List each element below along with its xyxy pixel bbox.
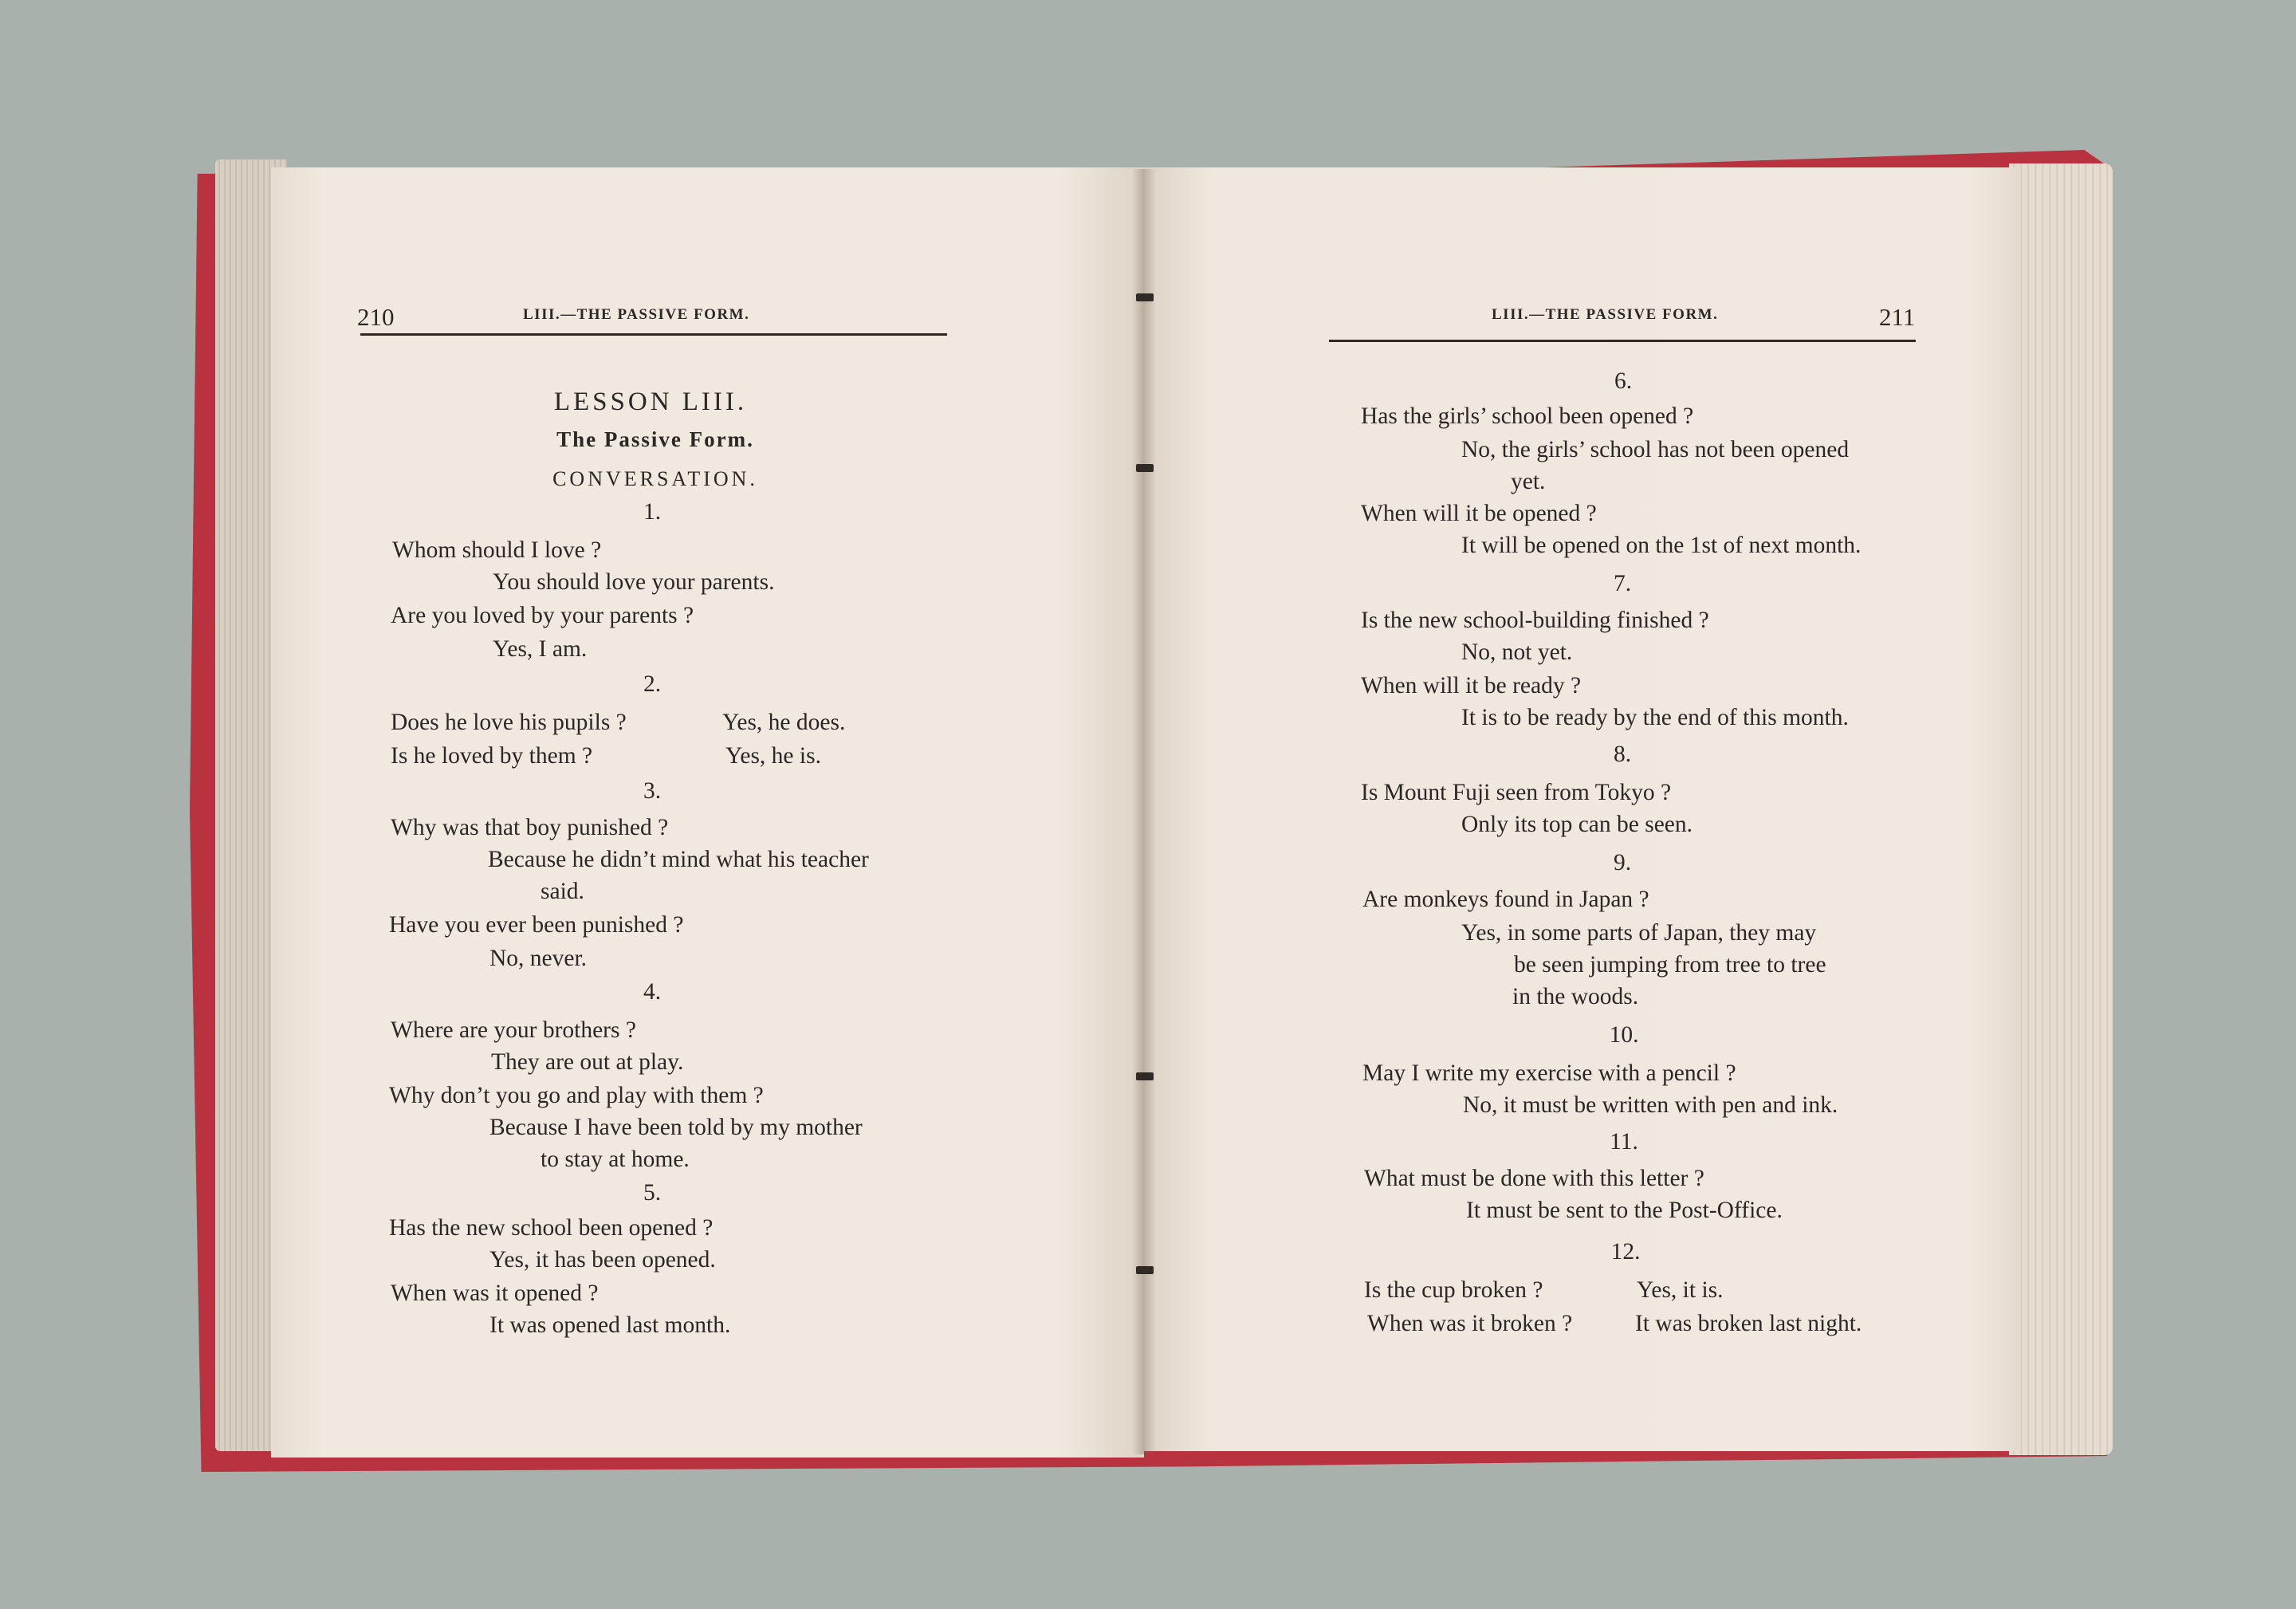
answer-line: It was broken last night. (1635, 1311, 1862, 1336)
answer-line: They are out at play. (491, 1049, 684, 1075)
answer-line: in the woods. (1512, 984, 1639, 1009)
answer-line: It is to be ready by the end of this month. (1461, 705, 1849, 730)
question-line: Are monkeys found in Japan ? (1362, 887, 1649, 912)
answer-line: yet. (1511, 469, 1546, 494)
answer-line: You should love your parents. (493, 569, 775, 595)
left-page (271, 167, 1144, 1458)
binding-stitch (1136, 293, 1154, 301)
page-edges-right (2009, 163, 2113, 1455)
answer-line: be seen jumping from tree to tree (1514, 952, 1826, 978)
question-line: Is the new school-building finished ? (1361, 608, 1709, 633)
question-line: Why was that boy punished ? (391, 815, 669, 840)
answer-line: No, the girls’ school has not been opened (1461, 437, 1850, 462)
binding-stitch (1136, 1266, 1154, 1274)
left-page-number: 210 (357, 303, 395, 331)
answer-line: Yes, he is. (725, 743, 821, 769)
question-line: Does he love his pupils ? (391, 710, 627, 735)
left-header-rule (360, 333, 947, 336)
question-line: Has the new school been opened ? (389, 1215, 714, 1241)
answer-line: Because I have been told by my mother (489, 1115, 863, 1140)
section-number: 12. (1610, 1239, 1641, 1265)
question-line: What must be done with this letter ? (1364, 1166, 1704, 1191)
question-line: Whom should I love ? (392, 537, 602, 563)
left-running-head: LIII.—THE PASSIVE FORM. (523, 306, 750, 323)
section-number: 7. (1613, 571, 1632, 596)
section-number: 1. (643, 499, 662, 525)
lesson-title: LESSON LIII. (553, 387, 748, 416)
right-header-rule (1329, 340, 1916, 342)
lesson-subtitle: The Passive Form. (556, 427, 754, 451)
conversation-heading: CONVERSATION. (552, 467, 758, 490)
answer-line: Yes, I am. (493, 636, 588, 662)
section-number: 6. (1614, 368, 1633, 394)
right-page (1144, 167, 2021, 1451)
question-line: Why don’t you go and play with them ? (389, 1083, 764, 1108)
section-number: 10. (1609, 1022, 1639, 1048)
answer-line: No, never. (489, 946, 588, 971)
answer-line: It was opened last month. (489, 1312, 731, 1338)
answer-line: Only its top can be seen. (1461, 812, 1693, 837)
answer-line: No, it must be written with pen and ink. (1463, 1092, 1838, 1118)
section-number: 4. (643, 979, 662, 1005)
section-number: 3. (643, 778, 662, 804)
question-line: Is he loved by them ? (391, 743, 593, 769)
section-number: 11. (1610, 1129, 1638, 1155)
right-running-head: LIII.—THE PASSIVE FORM. (1492, 306, 1719, 323)
answer-line: It must be sent to the Post-Office. (1466, 1198, 1783, 1223)
question-line: When was it opened ? (391, 1281, 599, 1306)
question-line: May I write my exercise with a pencil ? (1362, 1060, 1736, 1086)
book-gutter (1132, 169, 1156, 1454)
answer-line: Yes, it has been opened. (489, 1247, 716, 1273)
question-line: Have you ever been punished ? (389, 912, 684, 938)
answer-line: It will be opened on the 1st of next month. (1461, 533, 1862, 558)
right-page-number: 211 (1879, 303, 1916, 331)
binding-stitch (1136, 1072, 1154, 1080)
question-line: Is the cup broken ? (1364, 1277, 1543, 1303)
question-line: Has the girls’ school been opened ? (1361, 403, 1694, 429)
question-line: When will it be opened ? (1361, 501, 1597, 526)
section-number: 8. (1613, 742, 1632, 767)
answer-line: to stay at home. (541, 1147, 690, 1172)
question-line: Where are your brothers ? (391, 1017, 636, 1043)
section-number: 5. (643, 1180, 662, 1206)
question-line: Are you loved by your parents ? (391, 603, 694, 628)
answer-line: said. (541, 879, 584, 904)
answer-line: Yes, it is. (1637, 1277, 1724, 1303)
answer-line: Yes, in some parts of Japan, they may (1461, 920, 1817, 946)
section-number: 9. (1613, 850, 1632, 875)
binding-stitch (1136, 464, 1154, 472)
question-line: When was it broken ? (1367, 1311, 1573, 1336)
answer-line: Because he didn’t mind what his teacher (488, 847, 869, 872)
answer-line: Yes, he does. (722, 710, 846, 735)
answer-line: No, not yet. (1461, 639, 1573, 665)
question-line: Is Mount Fuji seen from Tokyo ? (1361, 780, 1672, 805)
question-line: When will it be ready ? (1361, 673, 1582, 698)
section-number: 2. (643, 671, 662, 697)
